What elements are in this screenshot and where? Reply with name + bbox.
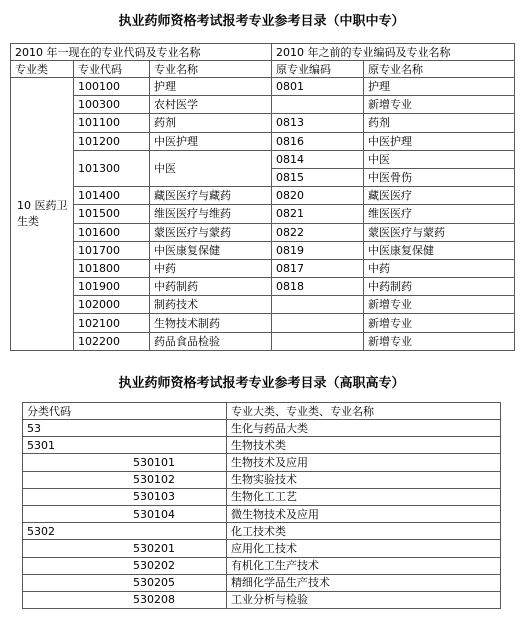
table-row [23, 505, 501, 522]
header-current-codes: 2010 年一现在的专业代码及专业名称 [11, 44, 272, 61]
old-name-cell: 中医 [364, 150, 515, 168]
table-row [23, 591, 501, 608]
old-name-cell: 中医护理 [364, 132, 515, 150]
major-code-cell: 101600 [74, 223, 150, 241]
major-name-cell: 中医护理 [150, 132, 272, 150]
old-code-cell [272, 96, 364, 114]
major-name-cell: 精细化学品生产技术 [227, 574, 501, 591]
secondary-vocational-major-table [10, 43, 515, 351]
column-header-major-name: 专业大类、专业类、专业名称 [227, 403, 501, 420]
major-code-cell: 100100 [74, 78, 150, 96]
old-code-cell: 0822 [272, 223, 364, 241]
table-row [23, 471, 501, 488]
old-name-cell: 中药 [364, 259, 515, 277]
old-code-cell: 0818 [272, 278, 364, 296]
column-header-old-name: 原专业名称 [364, 61, 515, 78]
old-code-cell: 0817 [272, 259, 364, 277]
table-row [11, 259, 515, 277]
table-row [11, 296, 515, 314]
table-row [11, 150, 515, 168]
table-row [11, 96, 515, 114]
major-name-cell: 生化与药品大类 [227, 420, 501, 437]
major-name-cell: 生物技术类 [227, 437, 501, 454]
column-header-classification-code: 分类代码 [23, 403, 227, 420]
major-name-cell: 中药制药 [150, 278, 272, 296]
major-code-cell: 101200 [74, 132, 150, 150]
major-name-cell: 应用化工技术 [227, 540, 501, 557]
old-name-cell: 中医康复保健 [364, 241, 515, 259]
table-row [11, 78, 515, 96]
classification-code-cell: 530202 [23, 557, 227, 574]
major-code-cell: 101500 [74, 205, 150, 223]
major-name-cell: 有机化工生产技术 [227, 557, 501, 574]
classification-code-cell: 530104 [23, 505, 227, 522]
table-row [11, 132, 515, 150]
old-name-cell: 中药制药 [364, 278, 515, 296]
major-name-cell: 农村医学 [150, 96, 272, 114]
major-name-cell: 生物实验技术 [227, 471, 501, 488]
old-name-cell: 新增专业 [364, 314, 515, 332]
old-code-cell: 0821 [272, 205, 364, 223]
major-name-cell: 生物技术及应用 [227, 454, 501, 471]
major-code-cell: 101300 [74, 150, 150, 186]
old-name-cell: 中医骨伤 [364, 168, 515, 186]
old-code-cell: 0819 [272, 241, 364, 259]
major-code-cell: 101700 [74, 241, 150, 259]
major-name-cell: 工业分析与检验 [227, 591, 501, 608]
old-name-cell: 蒙医医疗与蒙药 [364, 223, 515, 241]
major-name-cell: 蒙医医疗与蒙药 [150, 223, 272, 241]
major-name-cell: 药剂 [150, 114, 272, 132]
classification-code-cell: 530102 [23, 471, 227, 488]
table-row [23, 437, 501, 454]
old-code-cell: 0813 [272, 114, 364, 132]
major-code-cell: 102100 [74, 314, 150, 332]
major-name-cell: 护理 [150, 78, 272, 96]
column-header-category: 专业类 [11, 61, 74, 78]
old-code-cell [272, 332, 364, 350]
page-title-secondary-vocational: 执业药师资格考试报考专业参考目录（中职中专） [118, 14, 405, 29]
table-row [23, 523, 501, 540]
major-name-cell: 微生物技术及应用 [227, 505, 501, 522]
major-name-cell: 生物技术制药 [150, 314, 272, 332]
major-name-cell: 药品食品检验 [150, 332, 272, 350]
table-row [23, 420, 501, 437]
category-cell: 10 医药卫生类 [11, 78, 74, 351]
table-row [11, 314, 515, 332]
table-row [23, 454, 501, 471]
old-name-cell: 护理 [364, 78, 515, 96]
classification-code-cell: 530208 [23, 591, 227, 608]
page-title-higher-vocational: 执业药师资格考试报考专业参考目录（高职高专） [118, 376, 405, 391]
old-name-cell: 新增专业 [364, 296, 515, 314]
classification-code-cell: 5301 [23, 437, 227, 454]
major-name-cell: 中医 [150, 150, 272, 186]
classification-code-cell: 530205 [23, 574, 227, 591]
major-code-cell: 102200 [74, 332, 150, 350]
old-code-cell: 0814 [272, 150, 364, 168]
old-name-cell: 新增专业 [364, 96, 515, 114]
major-code-cell: 101800 [74, 259, 150, 277]
major-code-cell: 102000 [74, 296, 150, 314]
old-code-cell [272, 296, 364, 314]
old-code-cell [272, 314, 364, 332]
classification-code-cell: 530103 [23, 488, 227, 505]
column-header-name: 专业名称 [150, 61, 272, 78]
old-name-cell: 维医医疗 [364, 205, 515, 223]
old-code-cell: 0801 [272, 78, 364, 96]
table-row [23, 574, 501, 591]
classification-code-cell: 530201 [23, 540, 227, 557]
table-row [11, 223, 515, 241]
table-row [11, 332, 515, 350]
major-name-cell: 中药 [150, 259, 272, 277]
table-row [23, 488, 501, 505]
major-code-cell: 101400 [74, 187, 150, 205]
classification-code-cell: 5302 [23, 523, 227, 540]
major-code-cell: 101100 [74, 114, 150, 132]
table-row [11, 114, 515, 132]
major-code-cell: 100300 [74, 96, 150, 114]
classification-code-cell: 53 [23, 420, 227, 437]
classification-code-cell: 530101 [23, 454, 227, 471]
old-code-cell: 0820 [272, 187, 364, 205]
old-name-cell: 新增专业 [364, 332, 515, 350]
table-row [11, 205, 515, 223]
old-name-cell: 藏医医疗 [364, 187, 515, 205]
major-name-cell: 制药技术 [150, 296, 272, 314]
table-row [11, 278, 515, 296]
major-name-cell: 化工技术类 [227, 523, 501, 540]
major-code-cell: 101900 [74, 278, 150, 296]
major-name-cell: 维医医疗与维药 [150, 205, 272, 223]
major-name-cell: 生物化工工艺 [227, 488, 501, 505]
old-code-cell: 0816 [272, 132, 364, 150]
old-code-cell: 0815 [272, 168, 364, 186]
table-row [23, 557, 501, 574]
table-row [23, 540, 501, 557]
higher-vocational-major-table [22, 402, 501, 609]
old-name-cell: 药剂 [364, 114, 515, 132]
table-row [11, 187, 515, 205]
column-header-code: 专业代码 [74, 61, 150, 78]
header-previous-codes: 2010 年之前的专业编码及专业名称 [272, 44, 515, 61]
major-name-cell: 藏医医疗与藏药 [150, 187, 272, 205]
column-header-old-code: 原专业编码 [272, 61, 364, 78]
major-name-cell: 中医康复保健 [150, 241, 272, 259]
table-row [11, 241, 515, 259]
